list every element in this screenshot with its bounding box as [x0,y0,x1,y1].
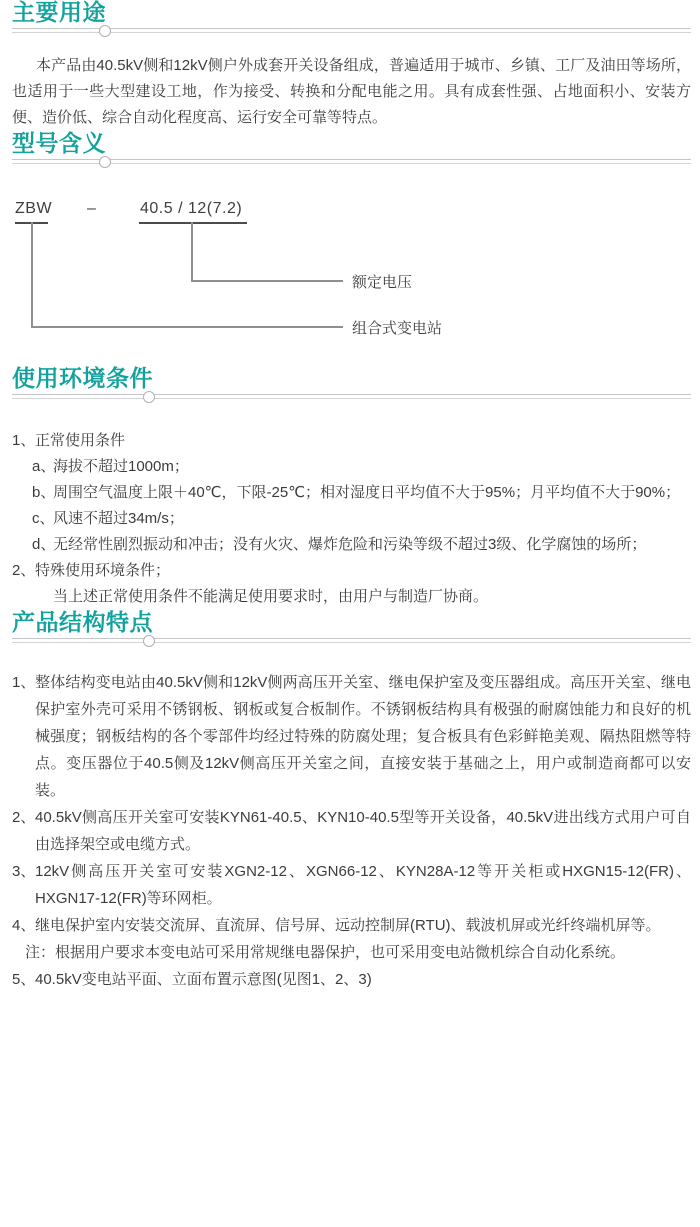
list-item [12,804,691,858]
list-marker: 2、 [12,562,36,579]
divider-ring-icon [143,635,155,647]
callout-line-vertical-substation [31,222,33,326]
callout-line-vertical-rated-voltage [191,222,193,280]
list-marker: b、 [32,484,56,501]
list-item [32,532,691,558]
list-marker: 2、 [12,809,36,826]
list-marker: 1、 [12,432,36,449]
label-combined-substation: 组合式变电站 [352,320,443,337]
list-item [12,428,691,454]
main-use-paragraph: 本产品由40.5kV侧和12kV侧户外成套开关设备组成，普遍适用于城市、乡镇、工厂及油田等场所，也适用于一些大型建设工地，作为接受、转换和分配电能之用。具有成套性强、占地面积小、安装方便、造价低、综合自动化程度高、运行安全可靠等特点。 [12,57,691,126]
list-text: 12kV侧高压开关室可安装XGN2-12、XGN66-12、KYN28A-12等开关柜或HXGN15-12(FR)、HXGN17-12(FR)等环网柜。 [35,863,691,907]
list-text: 当上述正常使用条件不能满足使用要求时，由用户与制造厂协商。 [53,588,489,605]
divider-ring-icon [143,391,155,403]
list-item [12,558,691,584]
product-features-list [12,669,691,993]
list-marker: 5、 [12,971,36,988]
list-item [12,669,691,804]
list-item [12,966,691,993]
list-text: 特殊使用环境条件； [35,562,171,579]
section-divider [12,638,691,643]
label-rated-voltage: 额定电压 [352,274,413,291]
list-text: 40.5kV变电站平面、立面布置示意图(见图1、2、3) [35,971,372,988]
section-title-main-use: 主要用途 [12,0,106,25]
section-title-environment: 使用环境条件 [12,365,153,391]
list-marker: 4、 [12,917,36,934]
list-text: 无经常性剧烈振动和冲击；没有火灾、爆炸危险和污染等级不超过3级、化学腐蚀的场所； [53,536,647,553]
list-text: 风速不超过34m/s； [53,510,184,527]
list-item-note [25,939,691,966]
section-environment-conditions [12,366,691,610]
list-item-continuation [32,584,691,610]
list-text: 正常使用条件 [35,432,126,449]
list-text: 周围空气温度上限＋40℃，下限-25℃；相对湿度日平均值不大于95%；月平均值不大于90%； [53,484,681,501]
list-item [12,858,691,912]
list-item [32,480,691,506]
environment-conditions-list [12,428,691,610]
list-item [32,506,691,532]
divider-ring-icon [99,25,111,37]
model-code: ZBW [15,200,53,217]
section-divider [12,159,691,164]
callout-line-horizontal-rated-voltage [191,280,343,282]
list-text: 注：根据用户要求本变电站可采用常规继电器保护，也可采用变电站微机综合自动化系统。 [25,944,626,961]
section-divider [12,28,691,33]
divider-ring-icon [99,156,111,168]
list-marker: d、 [32,536,56,553]
list-marker: 1、 [12,674,36,691]
list-item [12,912,691,939]
model-designation-diagram [12,194,691,366]
section-title-model-meaning: 型号含义 [12,130,106,156]
list-marker: a、 [32,458,56,475]
section-title-features: 产品结构特点 [12,609,153,635]
list-item [32,454,691,480]
list-text: 40.5kV侧高压开关室可安装KYN61-40.5、KYN10-40.5型等开关设备，40.5kV进出线方式用户可自由选择架空或电缆方式。 [35,809,691,853]
list-text: 继电保护室内安装交流屏、直流屏、信号屏、远动控制屏(RTU)、载波机屏或光纤终端机屏等。 [35,917,661,934]
list-marker: 3、 [12,863,36,880]
model-dash: – [87,200,97,217]
underline-model-spec [139,222,247,224]
list-text: 整体结构变电站由40.5kV侧和12kV侧两高压开关室、继电保护室及变压器组成。高压开关室、继电保护室外壳可采用不锈钢板、钢板或复合板制作。不锈钢板结构具有极强的耐腐蚀能力和良好的机械强度；钢板结构的各个零部件均经过特殊的防腐处理；复合板具有色彩鲜艳美观、隔热阻燃等特点。变压器位于40.5侧及12kV侧高压开关室之间，直接安装于基础之上，用户或制造商都可以安装。 [35,674,691,799]
list-text: 海拔不超过1000m； [53,458,189,475]
section-model-meaning [12,131,691,366]
callout-line-horizontal-substation [31,326,343,328]
section-main-use [12,0,691,131]
section-product-structure-features [12,610,691,993]
list-marker: c、 [32,510,55,527]
section-divider [12,394,691,399]
model-spec: 40.5 / 12(7.2) [140,200,243,217]
